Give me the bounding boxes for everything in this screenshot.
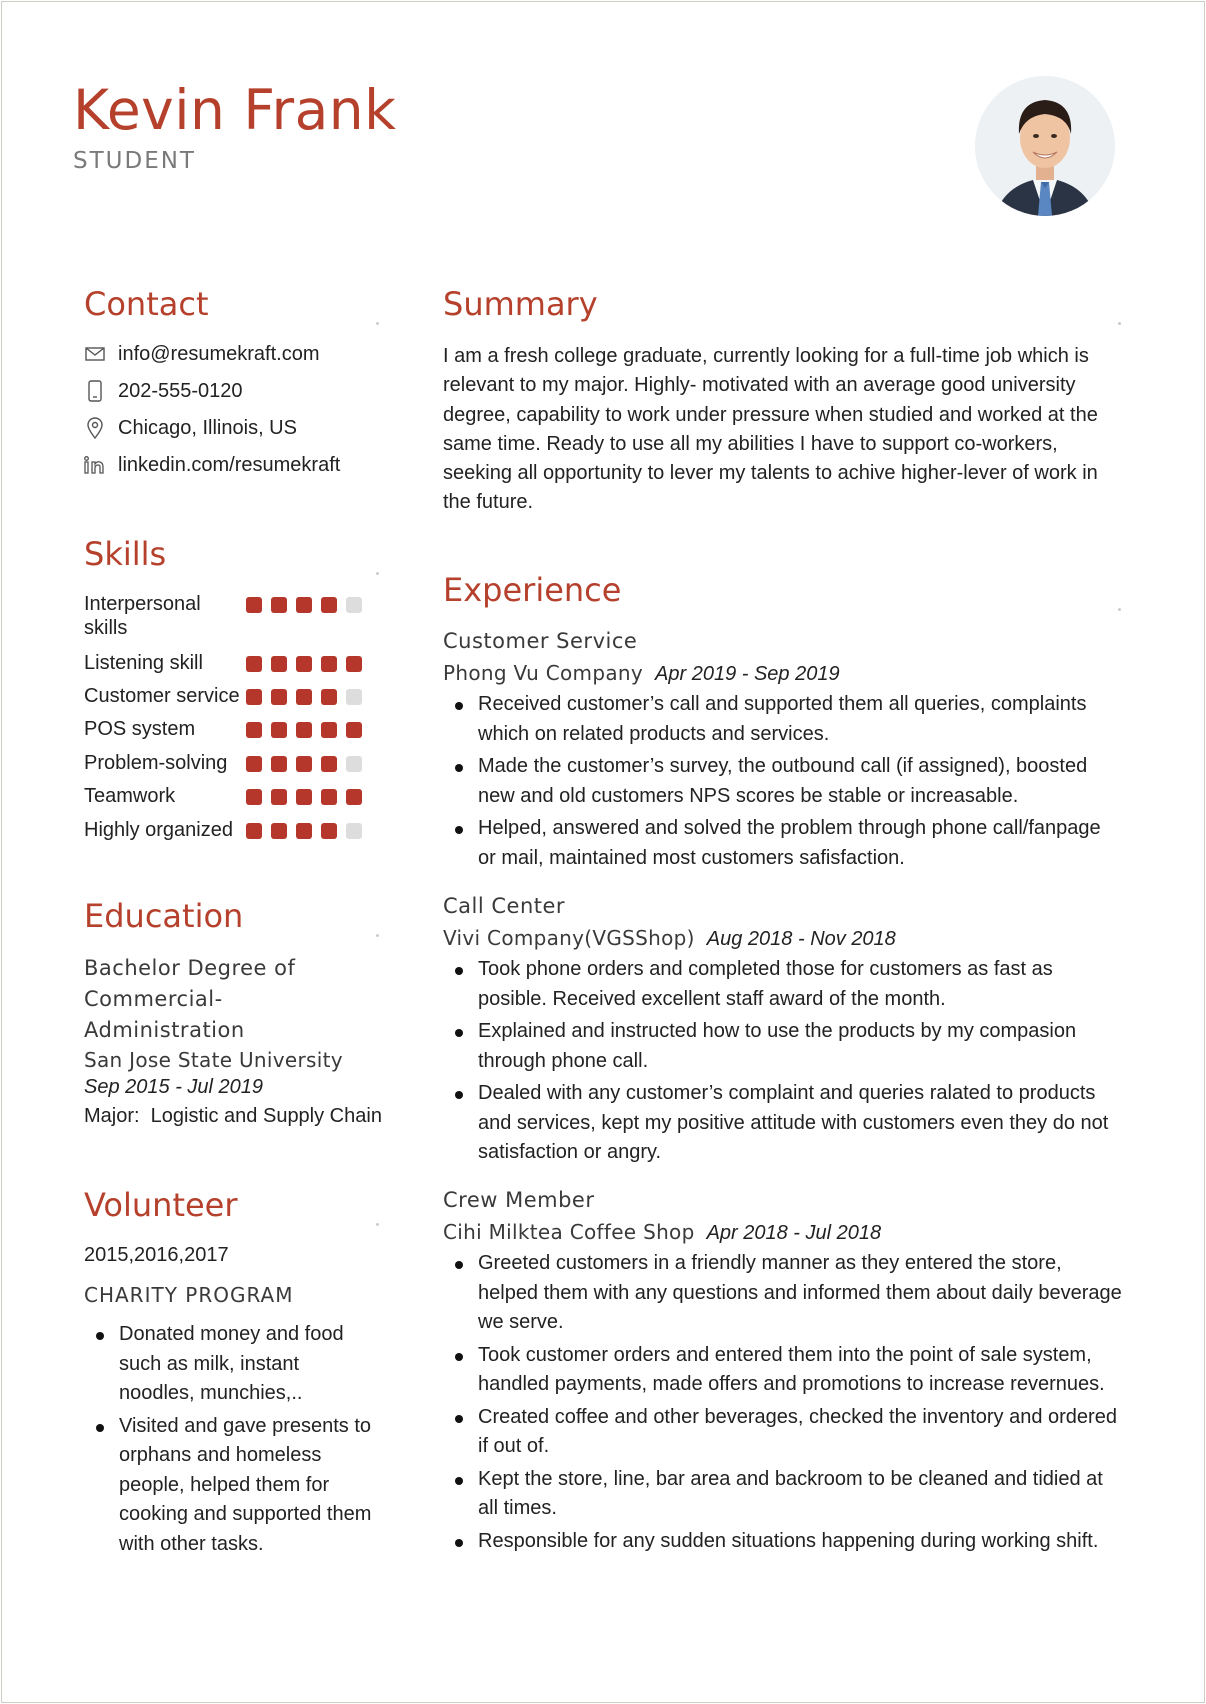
job-company: Vivi Company(VGSShop) xyxy=(443,926,695,950)
envelope-icon xyxy=(84,343,106,365)
skill-label: Interpersonal skills xyxy=(84,593,201,639)
email-text: info@resumekraft.com xyxy=(118,342,320,365)
summary-text: I am a fresh college graduate, currently looking for a full-time job which is relevant to my major. Highly- motivated with an average good university degree, capability to work under pressure when studied and worked at the same time. Ready to use all my abilities I have to support co-workers, seeking all opportunity to lever my talents to achive higher-lever of work in the future. xyxy=(443,345,1098,514)
skill-rating xyxy=(246,597,362,613)
education-major: Major: Logistic and Supply Chain xyxy=(84,1105,382,1127)
location-text: Chicago, Illinois, US xyxy=(118,416,297,439)
divider xyxy=(1118,608,1121,611)
job-dates: Apr 2019 - Sep 2019 xyxy=(655,663,840,685)
list-item: Greeted customers in a friendly manner as they entered the store, helped them with any questions and informed them about daily beverage we serve. xyxy=(443,1249,1123,1338)
phone-text: 202-555-0120 xyxy=(118,379,243,402)
contact-email[interactable] xyxy=(84,339,319,369)
job-title: Customer Service xyxy=(443,629,638,653)
education-dates: Sep 2015 - Jul 2019 xyxy=(84,1076,264,1098)
contact-phone[interactable] xyxy=(84,376,243,406)
list-item: Responsible for any sudden situations happening during working shift. xyxy=(443,1527,1123,1557)
list-item: Explained and instructed how to use the products by my compasion through phone call. xyxy=(443,1017,1123,1076)
education-degree: Bachelor Degree of Commercial-Administration xyxy=(84,956,296,1042)
education-heading: Education xyxy=(84,897,244,935)
divider xyxy=(1118,322,1121,325)
divider xyxy=(376,322,379,325)
job-title: Call Center xyxy=(443,894,566,918)
volunteer-years: 2015,2016,2017 xyxy=(84,1244,229,1266)
job-title: Crew Member xyxy=(443,1188,595,1212)
list-item: Kept the store, line, bar area and backroom to be cleaned and tidied at all times. xyxy=(443,1465,1123,1524)
divider xyxy=(376,1223,379,1226)
skill-rating xyxy=(246,756,362,772)
linkedin-icon xyxy=(84,454,106,476)
skill-label: Customer service xyxy=(84,685,240,707)
skill-rating xyxy=(246,789,362,805)
linkedin-text: linkedin.com/resumekraft xyxy=(118,453,341,476)
job-company-line xyxy=(443,926,896,951)
summary-heading: Summary xyxy=(443,285,598,323)
skill-label: POS system xyxy=(84,718,196,740)
job-dates: Apr 2018 - Jul 2018 xyxy=(706,1222,882,1244)
skill-label: Teamwork xyxy=(84,785,176,807)
job-company: Cihi Milktea Coffee Shop xyxy=(443,1220,695,1244)
volunteer-program: CHARITY PROGRAM xyxy=(84,1283,294,1307)
skill-label: Listening skill xyxy=(84,652,203,674)
list-item: Visited and gave presents to orphans and homeless people, helped them for cooking and supported them with other tasks. xyxy=(84,1412,380,1560)
list-item: Took customer orders and entered them into the point of sale system, handled payments, made offers and promotions to increase revernues. xyxy=(443,1341,1123,1400)
job-bullets xyxy=(443,1249,1123,1559)
divider xyxy=(376,572,379,575)
contact-linkedin[interactable] xyxy=(84,450,340,480)
list-item: Made the customer’s survey, the outbound call (if assigned), boosted new and old customers NPS scores be stable or increasable. xyxy=(443,752,1123,811)
volunteer-bullets xyxy=(84,1320,380,1562)
divider xyxy=(376,934,379,937)
job-company: Phong Vu Company xyxy=(443,661,644,685)
location-pin-icon xyxy=(84,417,106,439)
profile-photo xyxy=(975,76,1115,216)
skill-label: Problem-solving xyxy=(84,752,228,774)
list-item: Donated money and food such as milk, instant noodles, munchies,.. xyxy=(84,1320,380,1409)
job-company-line xyxy=(443,1220,881,1245)
skills-heading: Skills xyxy=(84,535,167,573)
list-item: Took phone orders and completed those for customers as fast as posible. Received excellent staff award of the month. xyxy=(443,955,1123,1014)
list-item: Received customer’s call and supported them all queries, complaints which on related products and services. xyxy=(443,690,1123,749)
candidate-name: Kevin Frank xyxy=(73,78,397,142)
experience-heading: Experience xyxy=(443,571,622,609)
contact-heading: Contact xyxy=(84,285,209,323)
contact-location xyxy=(84,413,297,443)
skill-item xyxy=(84,592,380,642)
phone-icon xyxy=(84,380,106,402)
skill-rating xyxy=(246,823,362,839)
volunteer-heading: Volunteer xyxy=(84,1186,238,1224)
skill-label: Highly organized xyxy=(84,819,233,841)
education-university: San Jose State University xyxy=(84,1048,343,1072)
list-item: Created coffee and other beverages, checked the inventory and ordered if out of. xyxy=(443,1403,1123,1462)
skill-rating xyxy=(246,722,362,738)
list-item: Helped, answered and solved the problem through phone call/fanpage or mail, maintained most customers safisfaction. xyxy=(443,814,1123,873)
skill-rating xyxy=(246,656,362,672)
list-item: Dealed with any customer’s complaint and queries ralated to products and services, kept my positive attitude with customers even they do not satisfaction or angry. xyxy=(443,1079,1123,1168)
job-dates: Aug 2018 - Nov 2018 xyxy=(706,928,896,950)
job-company-line xyxy=(443,661,840,686)
skill-rating xyxy=(246,689,362,705)
job-bullets xyxy=(443,955,1123,1171)
candidate-role: STUDENT xyxy=(73,148,196,174)
job-bullets xyxy=(443,690,1123,876)
